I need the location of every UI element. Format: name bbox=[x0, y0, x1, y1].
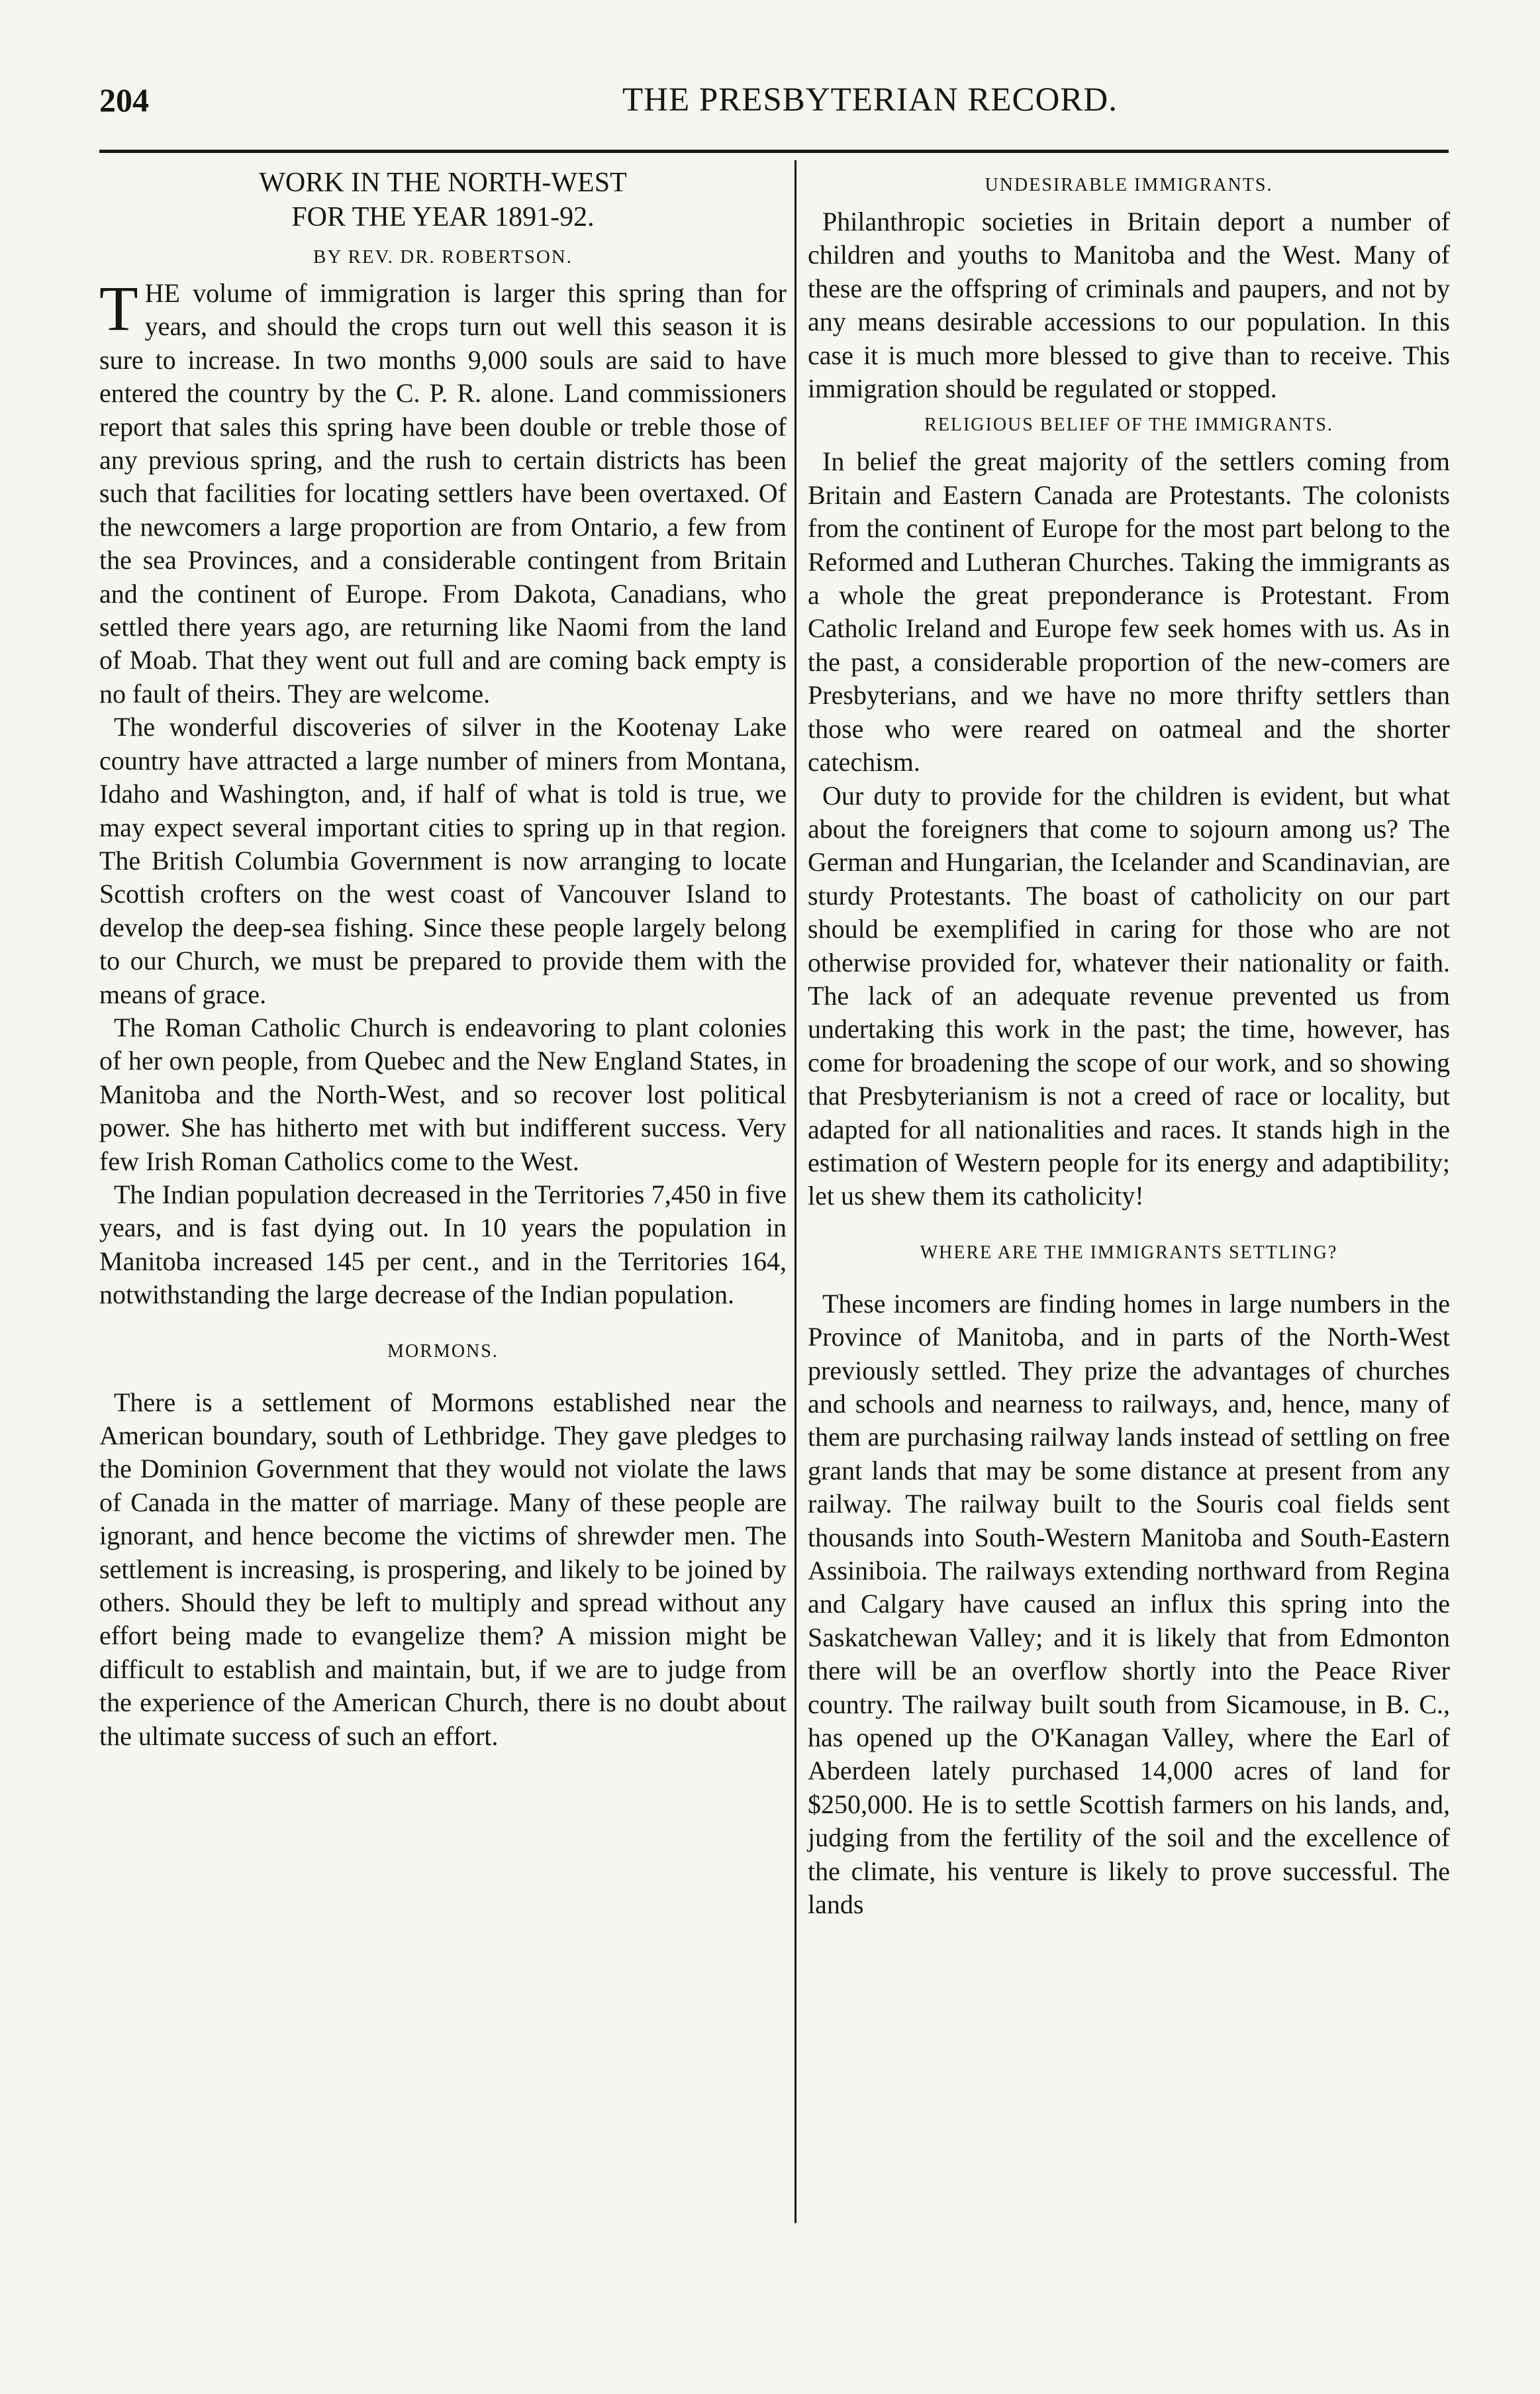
paragraph-indian-population: The Indian population decreased in the Territories 7,450 in five years, and is fast dying out. In 10 years the population in Manitoba increased 145 per cent., and in the Territories 164, notwithstanding the large decrease of the Indian population. bbox=[99, 1179, 787, 1310]
article-title bbox=[99, 166, 787, 234]
paragraph-intro-text: HE volume of immigration is larger this spring than for years, and should the crops turn out well this season it is sure to increase. In two months 9,000 souls are said to have entered the country by the C. P. R. alone. Land commissioners report that sales this spring have been double or treble those of any previous spring, and the rush to certain districts has been such that facilities for locating settlers have been overtaxed. Of the newcomers a large proportion are from Ontario, a few from the sea Provinces, and a considerable contingent from Britain and the continent of Europe. From Dakota, Canadians, who settled there years ago, are returning like Naomi from the land of Moab. That they went out full and are coming back empty is no fault of theirs. They are welcome. bbox=[99, 278, 787, 709]
paragraph-intro bbox=[99, 273, 787, 711]
paragraph-settling: These incomers are finding homes in large numbers in the Province of Manitoba, and in parts of the North-West previously settled. They prize the advantages of churches and schools and nearness to railways, and, hence, many of them are purchasing railway lands instead of settling on free grant lands that may be some distance at present from any railway. The railway built to the Souris coal fields sent thousands into South-Western Manitoba and South-Eastern Assiniboia. The railways extending northward from Regina and Calgary have caused an influx this spring into the Saskatchewan Valley; and it is likely that from Edmonton there will be an overflow shortly into the Peace River country. The railway built south from Sicamouse, in B. C., has opened up the O'Kanagan Valley, where the Earl of Aberdeen lately purchased 14,000 acres of land for $250,000. He is to settle Scottish farmers on his lands, and, judging from the fertility of the soil and the excellence of the climate, his venture is likely to prove successful. The lands bbox=[808, 1288, 1450, 1920]
paragraph-duty: Our duty to provide for the children is evident, but what about the foreigners that come to sojourn among us? The German and Hungarian, the Icelander and Scandinavian, are sturdy Protestants. The boast of catholicity on our part should be exemplified in caring for those who are not otherwise provided for, whatever their nationality or faith. The lack of an adequate revenue prevented us from undertaking this work in the past; the time, however, has come for broadening the scope of our work, and so showing that Presbyterianism is not a creed of race or locality, but adapted for all nationalities and races. It stands high in the estimation of Western people for its energy and adaptibility; let us shew them its catholicity! bbox=[808, 780, 1450, 1211]
section-heading-settling: WHERE ARE THE IMMIGRANTS SETTLING? bbox=[920, 1242, 1338, 1263]
page-header bbox=[99, 81, 1450, 134]
left-column bbox=[99, 166, 787, 1753]
page-number: 204 bbox=[99, 81, 149, 119]
byline: BY REV. DR. ROBERTSON. bbox=[313, 246, 573, 268]
section-heading-undesirable: UNDESIRABLE IMMIGRANTS. bbox=[985, 175, 1273, 195]
right-column bbox=[808, 166, 1450, 1922]
header-rule bbox=[99, 150, 1449, 153]
paragraph-religious-belief: In belief the great majority of the settlers coming from Britain and Eastern Canada are Protestants. The colonists from the continent of Europe for the most part belong to the Reformed and Lutheran Churches. Taking the immigrants as a whole the great preponderance is Protestant. From Catholic Ireland and Europe few seek homes with us. As in the past, a considerable proportion of the new-comers are Presbyterians, and we have no more thrifty settlers than those who were reared on oatmeal and the shorter catechism. bbox=[808, 446, 1450, 777]
paragraph-mormons: There is a settlement of Mormons established near the American boundary, south of Lethbridge. They gave pledges to the Dominion Government that they would not violate the laws of Canada in the matter of marriage. Many of these people are ignorant, and hence become the victims of shrewder men. The settlement is increasing, is prospering, and likely to be joined by others. Should they be left to multiply and spread without any effort being made to evangelize them? A mission might be difficult to establish and maintain, but, if we are to judge from the experience of the American Church, there is no doubt about the ultimate success of such an effort. bbox=[99, 1387, 787, 1751]
paragraph-undesirable: Philanthropic societies in Britain deport a number of children and youths to Manitoba and the West. Many of these are the offspring of criminals and paupers, and not by any means desirable accessions to our population. In this case it is much more blessed to give than to receive. This immigration should be regulated or stopped. bbox=[808, 207, 1450, 404]
section-heading-mormons: MORMONS. bbox=[387, 1340, 499, 1362]
paragraph-roman-catholic: The Roman Catholic Church is endeavoring to plant colonies of her own people, from Quebec and the New England States, in Manitoba and the North-West, and so recover lost political power. She has hitherto met with but indifferent success. Very few Irish Roman Catholics come to the West. bbox=[99, 1012, 787, 1176]
article-title-line-1: WORK IN THE NORTH-WEST bbox=[259, 168, 627, 198]
article-title-line-2: FOR THE YEAR 1891-92. bbox=[291, 202, 595, 232]
section-heading-religious-belief: RELIGIOUS BELIEF OF THE IMMIGRANTS. bbox=[924, 415, 1333, 436]
drop-cap: T bbox=[99, 273, 138, 344]
running-title: THE PRESBYTERIAN RECORD. bbox=[622, 81, 1118, 119]
paragraph-kootenay: The wonderful discoveries of silver in the Kootenay Lake country have attracted a large number of miners from Montana, Idaho and Washington, and, if half of what is told is true, we may expect several important cities to spring up in that region. The British Columbia Government is now arranging to locate Scottish crofters on the west coast of Vancouver Island to develop the deep-sea fishing. Since these people largely belong to our Church, we must be prepared to provide them with the means of grace. bbox=[99, 712, 787, 1009]
column-divider bbox=[794, 160, 796, 2223]
